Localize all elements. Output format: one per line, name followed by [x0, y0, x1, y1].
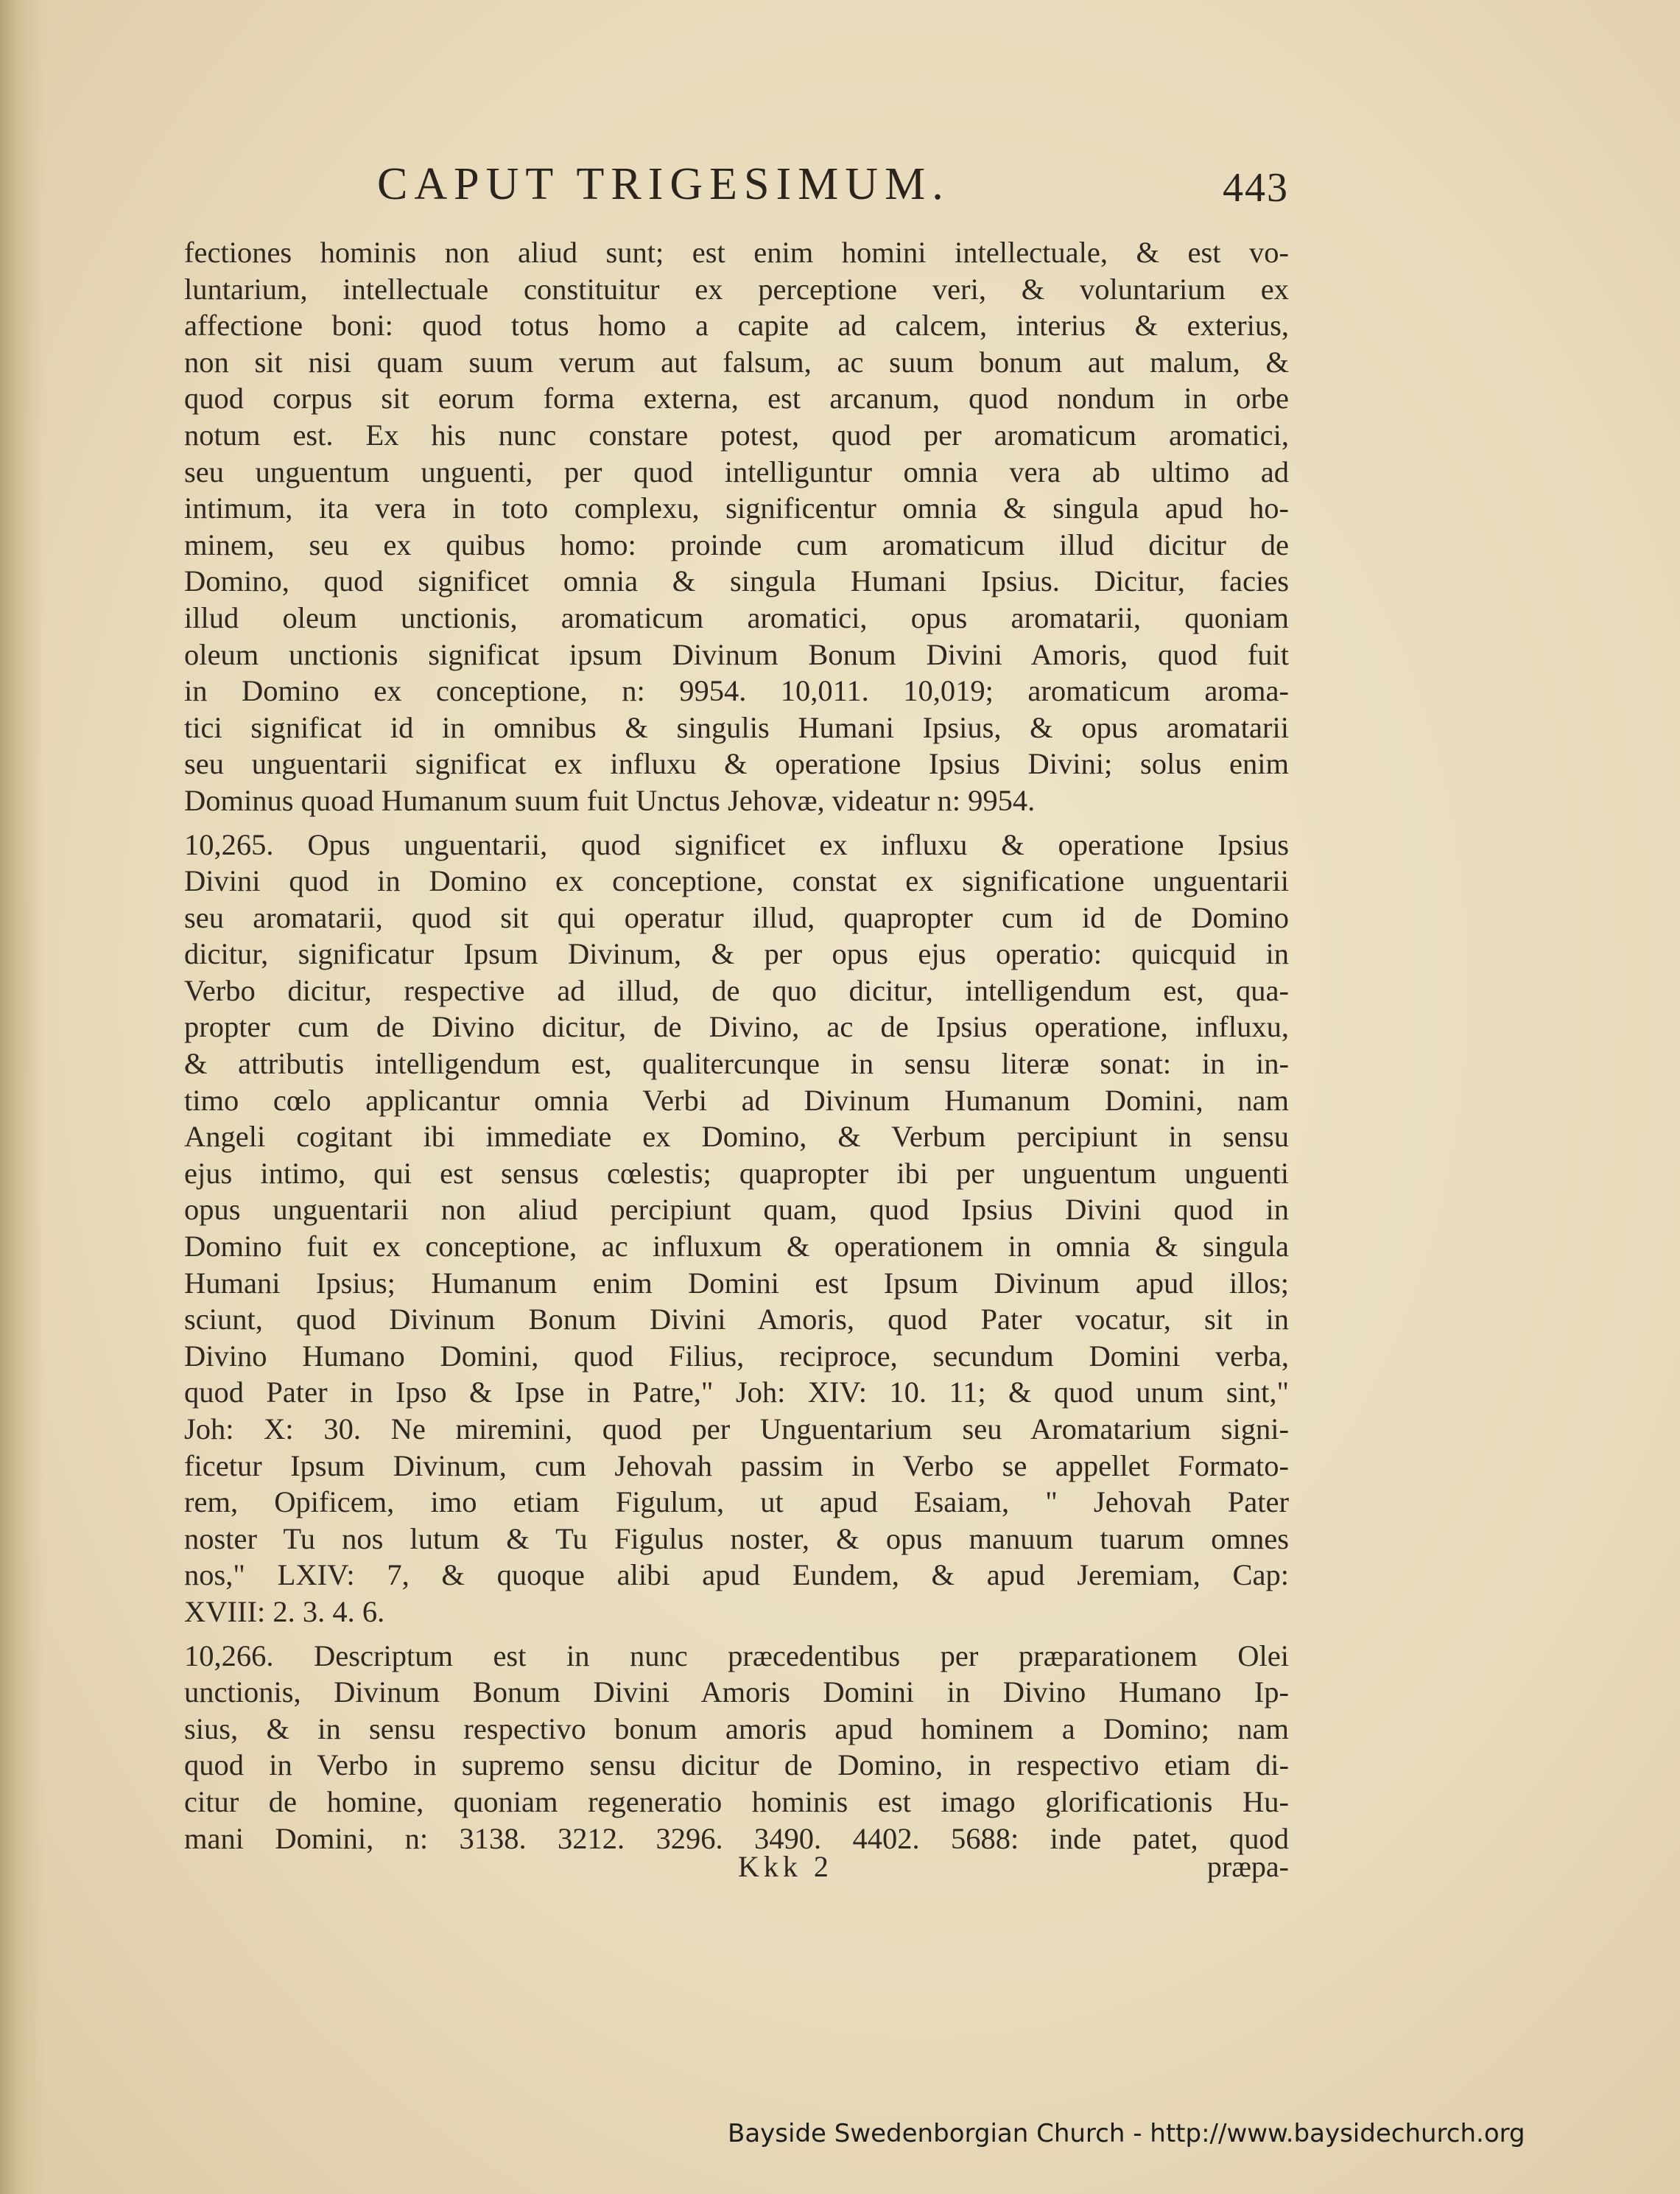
text-line: sius, & in sensu respectivo bonum amoris apud hominem a Domino; nam: [184, 1711, 1289, 1745]
text-line: & attributis intelligendum est, qualitercunque in sensu literæ sonat: in in-: [184, 1047, 1289, 1081]
text-line: propter cum de Divino dicitur, de Divino, ac de Ipsius operatione, influxu,: [184, 1010, 1289, 1044]
book-spine-shadow: [0, 0, 44, 2194]
text-line: illud oleum unctionis, aromaticum aromatici, opus aromatarii, quoniam: [184, 600, 1289, 634]
text-line: ficetur Ipsum Divinum, cum Jehovah passim in Verbo se appellet Formato-: [184, 1448, 1289, 1482]
text-line: opus unguentarii non aliud percipiunt quam, quod Ipsius Divini quod in: [184, 1193, 1289, 1227]
text-line: dicitur, significatur Ipsum Divinum, & per opus ejus operatio: quicquid in: [184, 937, 1289, 971]
text-line: seu aromatarii, quod sit qui operatur illud, quapropter cum id de Domino: [184, 900, 1289, 934]
text-line: Humani Ipsius; Humanum enim Domini est Ipsum Divinum apud illos;: [184, 1266, 1289, 1300]
page-footer: [184, 1849, 1289, 1893]
source-watermark: Bayside Swedenborgian Church - http://www.baysidechurch.org: [728, 2119, 1525, 2148]
catchword: præpa-: [1206, 1850, 1289, 1883]
text-line: noster Tu nos lutum & Tu Figulus noster, & opus manuum tuarum omnes: [184, 1521, 1289, 1555]
text-line: quod in Verbo in supremo sensu dicitur de Domino, in respectivo etiam di-: [184, 1748, 1289, 1782]
text-line: Domino fuit ex conceptione, ac influxum & operationem in omnia & singula: [184, 1230, 1289, 1264]
text-line: Divino Humano Domini, quod Filius, reciproce, secundum Domini verba,: [184, 1339, 1289, 1373]
text-line: fectiones hominis non aliud sunt; est enim homini intellectuale, & est vo-: [184, 236, 1289, 269]
text-line: minem, seu ex quibus homo: proinde cum aromaticum illud dicitur de: [184, 528, 1289, 561]
text-line: seu unguentum unguenti, per quod intelliguntur omnia vera ab ultimo ad: [184, 455, 1289, 488]
text-line: oleum unctionis significat ipsum Divinum Bonum Divini Amoris, quod fuit: [184, 637, 1289, 671]
text-line: Domino, quod significet omnia & singula Humani Ipsius. Dicitur, facies: [184, 564, 1289, 598]
text-line: 10,266. Descriptum est in nunc præcedentibus per præparationem Olei: [184, 1639, 1289, 1672]
signature-mark: Kkk 2: [738, 1850, 833, 1883]
text-line: Divini quod in Domino ex conceptione, constat ex significatione unguentarii: [184, 864, 1289, 898]
text-line: affectione boni: quod totus homo a capite ad calcem, interius & exterius,: [184, 309, 1289, 343]
text-line: unctionis, Divinum Bonum Divini Amoris Domini in Divino Humano Ip-: [184, 1675, 1289, 1709]
text-line: luntarium, intellectuale constituitur ex perceptione veri, & voluntarium ex: [184, 272, 1289, 306]
running-head: [184, 158, 1289, 225]
text-line: citur de homine, quoniam regeneratio hominis est imago glorificationis Hu-: [184, 1784, 1289, 1818]
text-line: Joh: X: 30. Ne miremini, quod per Unguentarium seu Aromatarium signi-: [184, 1412, 1289, 1445]
text-line: intimum, ita vera in toto complexu, significentur omnia & singula apud ho-: [184, 491, 1289, 525]
chapter-title: CAPUT TRIGESIMUM.: [377, 159, 950, 209]
text-line: sciunt, quod Divinum Bonum Divini Amoris, quod Pater vocatur, sit in: [184, 1303, 1289, 1336]
text-line: seu unguentarii significat ex influxu & operatione Ipsius Divini; solus enim: [184, 747, 1289, 781]
text-line: rem, Opificem, imo etiam Figulum, ut apud Esaiam, " Jehovah Pater: [184, 1485, 1289, 1519]
text-line: XVIII: 2. 3. 4. 6.: [184, 1594, 385, 1628]
text-line: nos," LXIV: 7, & quoque alibi apud Eundem, & apud Jeremiam, Cap:: [184, 1558, 1289, 1592]
text-line: Angeli cogitant ibi immediate ex Domino, & Verbum percipiunt in sensu: [184, 1120, 1289, 1154]
text-line: timo cœlo applicantur omnia Verbi ad Divinum Humanum Domini, nam: [184, 1083, 1289, 1117]
text-line: mani Domini, n: 3138. 3212. 3296. 3490. 4402. 5688: inde patet, quod: [184, 1821, 1289, 1855]
body-text: [184, 234, 1289, 1857]
page-number: 443: [1223, 165, 1289, 211]
text-line: 10,265. Opus unguentarii, quod significet ex influxu & operatione Ipsius: [184, 827, 1289, 861]
text-line: tici significat id in omnibus & singulis Humani Ipsius, & opus aromatarii: [184, 710, 1289, 744]
text-line: Verbo dicitur, respective ad illud, de quo dicitur, intelligendum est, qua-: [184, 973, 1289, 1007]
text-line: in Domino ex conceptione, n: 9954. 10,011. 10,019; aromaticum aroma-: [184, 674, 1289, 708]
text-line: ejus intimo, qui est sensus cœlestis; quapropter ibi per unguentum unguenti: [184, 1156, 1289, 1190]
text-line: notum est. Ex his nunc constare potest, quod per aromaticum aromatici,: [184, 418, 1289, 452]
text-line: quod corpus sit eorum forma externa, est arcanum, quod nondum in orbe: [184, 382, 1289, 416]
text-line: Dominus quoad Humanum suum fuit Unctus Jehovæ, videatur n: 9954.: [184, 783, 1036, 817]
text-line: quod Pater in Ipso & Ipse in Patre," Joh: XIV: 10. 11; & quod unum sint,": [184, 1375, 1289, 1409]
text-line: non sit nisi quam suum verum aut falsum, ac suum bonum aut malum, &: [184, 345, 1289, 379]
